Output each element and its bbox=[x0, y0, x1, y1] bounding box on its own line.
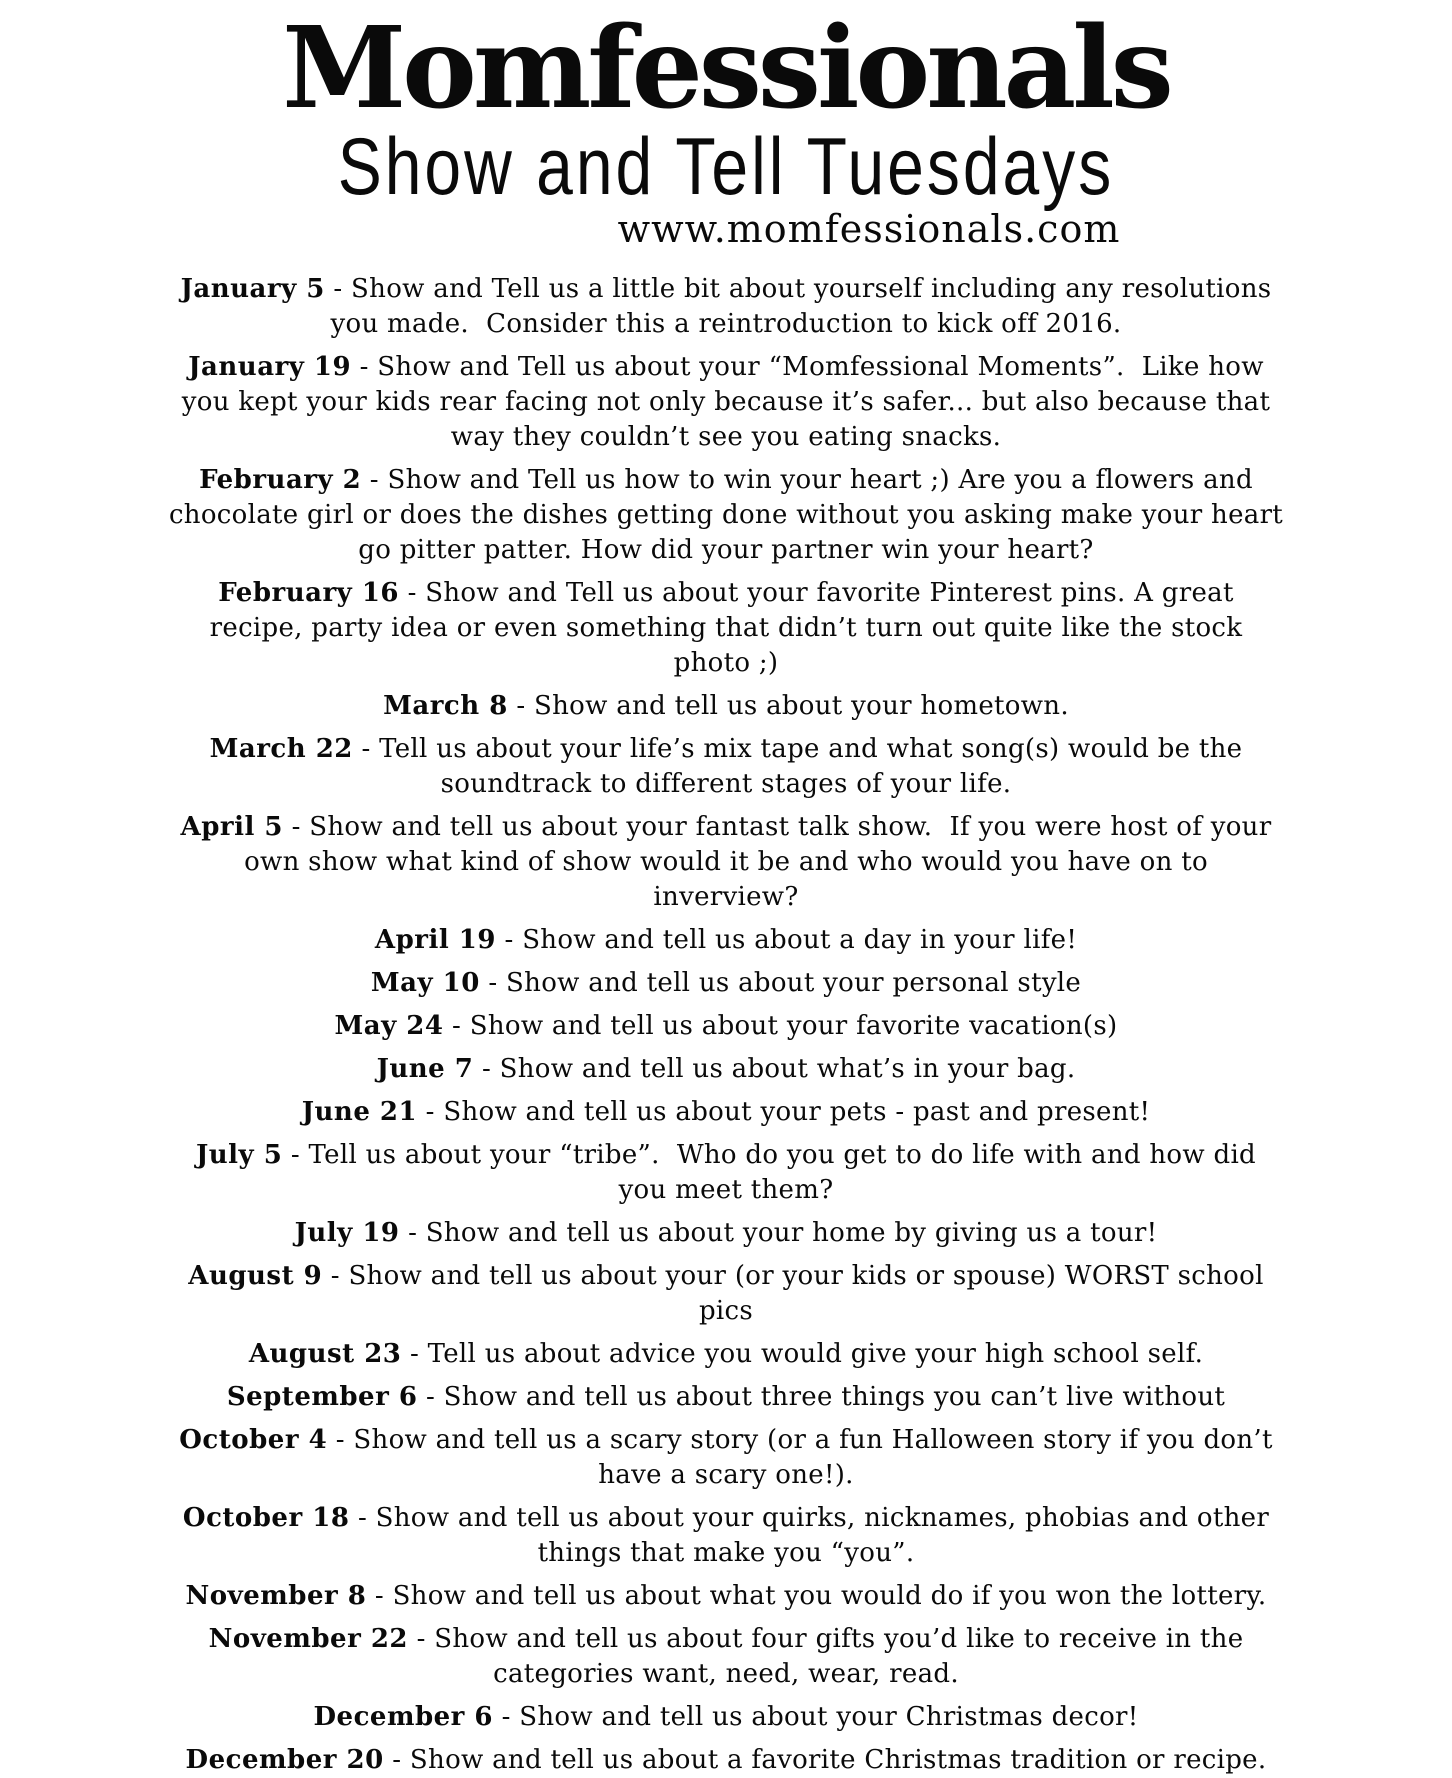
entry-text: Show and Tell us how to win your heart ;) Are you a flowers and chocolate girl or does the dishes getting done without you asking make your heart go pitter patter. How did your partner win your heart? bbox=[169, 465, 1292, 565]
entry-date: October 18 bbox=[183, 1503, 349, 1533]
entry-text: Tell us about your “tribe”. Who do you get to do life with and how did you meet them? bbox=[309, 1140, 1265, 1205]
entry-text: Show and tell us about your home by giving us a tour! bbox=[426, 1218, 1158, 1248]
schedule-entry: November 22 - Show and tell us about four gifts you’d like to receive in the categories want, need, wear, read. bbox=[169, 1622, 1284, 1692]
page-title: Momfessionals bbox=[108, 10, 1345, 128]
entry-date: March 22 bbox=[210, 734, 353, 764]
schedule-entry: October 4 - Show and tell us a scary story (or a fun Halloween story if you don’t have a scary one!). bbox=[169, 1423, 1284, 1493]
entry-text: Show and tell us about your quirks, nicknames, phobias and other things that make you “you”. bbox=[376, 1503, 1278, 1568]
entry-date: May 10 bbox=[371, 968, 480, 998]
schedule-entry: December 6 - Show and tell us about your Christmas decor! bbox=[169, 1700, 1284, 1735]
entry-text: Show and tell us about what’s in your bag. bbox=[500, 1054, 1076, 1084]
entry-date: January 5 bbox=[181, 274, 325, 304]
schedule-entry: April 5 - Show and tell us about your fantast talk show. If you were host of your own show what kind of show would it be and who would you have on to inverview? bbox=[169, 810, 1284, 915]
schedule-entry: March 8 - Show and tell us about your hometown. bbox=[169, 689, 1284, 724]
entry-text: Show and tell us about a favorite Christmas tradition or recipe. bbox=[410, 1745, 1267, 1775]
schedule-entry: March 22 - Tell us about your life’s mix tape and what song(s) would be the soundtrack to different stages of your life. bbox=[169, 732, 1284, 802]
entry-text: Show and tell us about a day in your life! bbox=[522, 925, 1077, 955]
schedule-entry: July 19 - Show and tell us about your home by giving us a tour! bbox=[169, 1216, 1284, 1251]
schedule-entry: February 2 - Show and Tell us how to win your heart ;) Are you a flowers and chocolate girl or does the dishes getting done without you asking make your heart go pitter patter. How did your partner win your heart? bbox=[169, 463, 1284, 568]
schedule-entry: August 23 - Tell us about advice you would give your high school self. bbox=[169, 1337, 1284, 1372]
entry-date: October 4 bbox=[179, 1425, 327, 1455]
entry-date: February 16 bbox=[218, 578, 399, 608]
entry-date: November 22 bbox=[209, 1624, 408, 1654]
entry-date: April 19 bbox=[375, 925, 496, 955]
entry-text: Show and tell us about your fantast talk show. If you were host of your own show what kind of show would it be and who would you have on to inverview? bbox=[244, 812, 1280, 912]
entry-date: December 20 bbox=[186, 1745, 384, 1775]
entry-text: Show and tell us about four gifts you’d like to receive in the categories want, need, wear, read. bbox=[434, 1624, 1252, 1689]
entry-text: Show and tell us about your (or your kids or spouse) WORST school pics bbox=[348, 1261, 1272, 1326]
entry-text: Show and tell us a scary story (or a fun Halloween story if you don’t have a scary one!). bbox=[353, 1425, 1281, 1490]
entry-date: November 8 bbox=[186, 1581, 367, 1611]
site-url: www.momfessionals.com bbox=[251, 210, 1452, 248]
schedule-entry: February 16 - Show and Tell us about your favorite Pinterest pins. A great recipe, party idea or even something that didn’t turn out quite like the stock photo ;) bbox=[169, 576, 1284, 681]
entry-date: August 23 bbox=[249, 1339, 402, 1369]
schedule-entry: September 6 - Show and tell us about three things you can’t live without bbox=[169, 1380, 1284, 1415]
page-subtitle: Show and Tell Tuesdays bbox=[108, 122, 1345, 211]
entry-text: Tell us about your life’s mix tape and what song(s) would be the soundtrack to different stages of your life. bbox=[379, 734, 1251, 799]
entry-text: Show and Tell us a little bit about yourself including any resolutions you made. Consider this a reintroduction to kick off 2016. bbox=[331, 274, 1280, 339]
schedule-entry: June 7 - Show and tell us about what’s in your bag. bbox=[169, 1052, 1284, 1087]
entry-date: January 19 bbox=[188, 352, 351, 382]
schedule-entry: January 19 - Show and Tell us about your “Momfessional Moments”. Like how you kept your kids rear facing not only because it’s safer... but also because that way they couldn’t see you eating snacks. bbox=[169, 350, 1284, 455]
entry-date: July 5 bbox=[196, 1140, 282, 1170]
entry-text: Show and tell us about your hometown. bbox=[534, 691, 1069, 721]
page bbox=[108, 10, 1345, 1610]
header bbox=[108, 10, 1345, 248]
entry-text: Show and tell us about your favorite vacation(s) bbox=[470, 1011, 1118, 1041]
entry-text: Show and tell us about your Christmas decor! bbox=[519, 1702, 1138, 1732]
entry-text: Show and tell us about your pets - past and present! bbox=[443, 1097, 1150, 1127]
schedule-entry: May 24 - Show and tell us about your favorite vacation(s) bbox=[169, 1009, 1284, 1044]
schedule-entry: November 8 - Show and tell us about what you would do if you won the lottery. bbox=[169, 1579, 1284, 1614]
entry-text: Show and tell us about three things you can’t live without bbox=[444, 1382, 1226, 1412]
entry-date: April 5 bbox=[181, 812, 283, 842]
entry-text: Tell us about advice you would give your high school self. bbox=[428, 1339, 1204, 1369]
entry-date: February 2 bbox=[199, 465, 361, 495]
entry-text: Show and Tell us about your “Momfessional Moments”. Like how you kept your kids rear facing not only because it’s safer... but also because that way they couldn’t see you eating snacks. bbox=[182, 352, 1279, 452]
schedule-entry: January 5 - Show and Tell us a little bit about yourself including any resolutions you made. Consider this a reintroduction to kick off 2016. bbox=[169, 272, 1284, 342]
schedule-entry: May 10 - Show and tell us about your personal style bbox=[169, 966, 1284, 1001]
entry-text: Show and tell us about what you would do if you won the lottery. bbox=[393, 1581, 1267, 1611]
entry-date: December 6 bbox=[313, 1702, 493, 1732]
entry-date: March 8 bbox=[383, 691, 508, 721]
entry-date: September 6 bbox=[227, 1382, 418, 1412]
entry-date: August 9 bbox=[188, 1261, 322, 1291]
entry-date: July 19 bbox=[295, 1218, 400, 1248]
schedule-list bbox=[169, 272, 1284, 1778]
entry-text: Show and tell us about your personal style bbox=[506, 968, 1081, 998]
schedule-entry: December 20 - Show and tell us about a favorite Christmas tradition or recipe. bbox=[169, 1743, 1284, 1778]
schedule-entry: October 18 - Show and tell us about your quirks, nicknames, phobias and other things that make you “you”. bbox=[169, 1501, 1284, 1571]
schedule-entry: July 5 - Tell us about your “tribe”. Who do you get to do life with and how did you meet them? bbox=[169, 1138, 1284, 1208]
entry-date: June 21 bbox=[302, 1097, 417, 1127]
entry-date: June 7 bbox=[377, 1054, 474, 1084]
schedule-entry: August 9 - Show and tell us about your (or your kids or spouse) WORST school pics bbox=[169, 1259, 1284, 1329]
entry-date: May 24 bbox=[335, 1011, 444, 1041]
entry-text: Show and Tell us about your favorite Pinterest pins. A great recipe, party idea or even something that didn’t turn out quite like the stock photo ;) bbox=[210, 578, 1251, 678]
schedule-entry: April 19 - Show and tell us about a day in your life! bbox=[169, 923, 1284, 958]
schedule-entry: June 21 - Show and tell us about your pets - past and present! bbox=[169, 1095, 1284, 1130]
